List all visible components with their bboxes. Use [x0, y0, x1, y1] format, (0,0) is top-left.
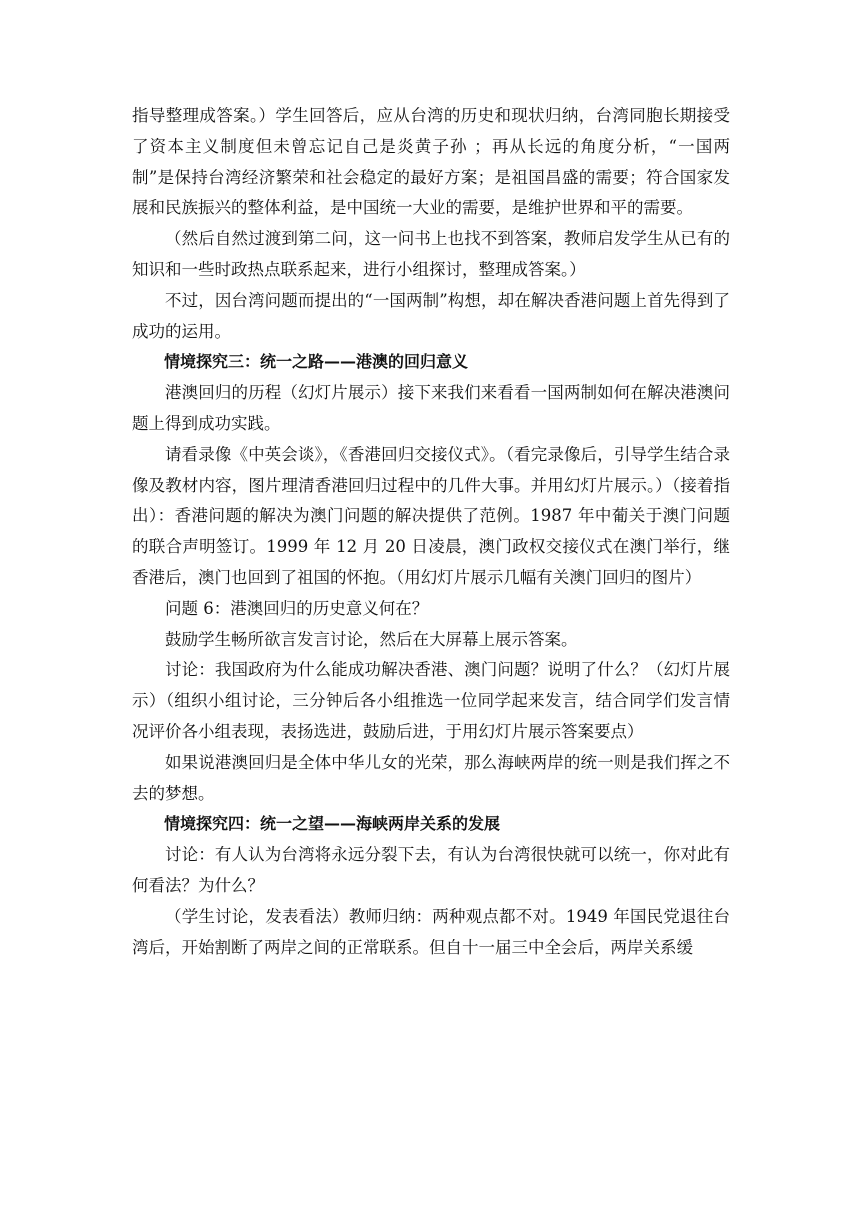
paragraph-taiwan-answer: 指导整理成答案。）学生回答后，应从台湾的历史和现状归纳，台湾同胞长期接受了资本主义制度但未曾忘记自己是炎黄子孙 ；再从长远的角度分析，“一国两制”是保持台湾经济繁荣和社会稳定的最好方案；是祖国昌盛的需要；符合国家发展和民族振兴的整体利益，是中国统一大业的需要，是维护世界和平的需要。 [132, 106, 730, 218]
paragraph-dream-unification: 如果说港澳回归是全体中华儿女的光荣，那么海峡两岸的统一则是我们挥之不去的梦想。 [132, 752, 730, 803]
paragraph-discussion-taiwan-views: 讨论：有人认为台湾将永远分裂下去，有认为台湾很快就可以统一，你对此有何看法？为什么？ [132, 845, 730, 895]
paragraph-encourage-discussion: 鼓励学生畅所欲言发言讨论，然后在大屏幕上展示答案。 [165, 629, 578, 649]
paragraph-discussion-hk-macau: 讨论：我国政府为什么能成功解决香港、澳门问题？说明了什么？（幻灯片展示）（组织小组讨论，三分钟后各小组推选一位同学起来发言，结合同学们发言情况评价各小组表现，表扬选进，鼓励后进，于用幻灯片展示答案要点） [132, 660, 730, 741]
paragraph-second-question: （然后自然过渡到第二问，这一问书上也找不到答案，教师启发学生从已有的知识和一些时政热点联系起来，进行小组探讨，整理成答案。） [132, 229, 730, 279]
paragraph-video-review: 请看录像《中英会谈》，《香港回归交接仪式》。（看完录像后，引导学生结合录像及教材内容，图片理清香港回归过程中的几件大事。并用幻灯片展示。）（接着指出）：香港问题的解决为澳门问题的解决提供了范例。1987 年中葡关于澳门问题的联合声明签订。1999 年 12 月 20 日凌晨，澳门政权交接仪式在澳门举行，继香港后，澳门也回到了祖国的怀抱。（用幻灯片展示几幅有关澳门回归的图片） [132, 444, 730, 587]
paragraph-question-6: 问题 6：港澳回归的历史意义何在？ [165, 598, 429, 618]
paragraph-teacher-summary: （学生讨论，发表看法）教师归纳：两种观点都不对。1949 年国民党退往台湾后，开始割断了两岸之间的正常联系。但自十一届三中全会后，两岸关系缓 [132, 906, 730, 957]
paragraph-one-country-two-systems: 不过，因台湾问题而提出的“一国两制”构想，却在解决香港问题上首先得到了成功的运用。 [132, 290, 730, 341]
section-heading-3: 情境探究三：统一之路——港澳的回归意义 [164, 352, 469, 372]
paragraph-return-process: 港澳回归的历程（幻灯片展示）接下来我们来看看一国两制如何在解决港澳问题上得到成功实践。 [132, 383, 730, 433]
document-page [132, 101, 730, 963]
section-heading-4: 情境探究四：统一之望——海峡两岸关系的发展 [164, 814, 501, 834]
